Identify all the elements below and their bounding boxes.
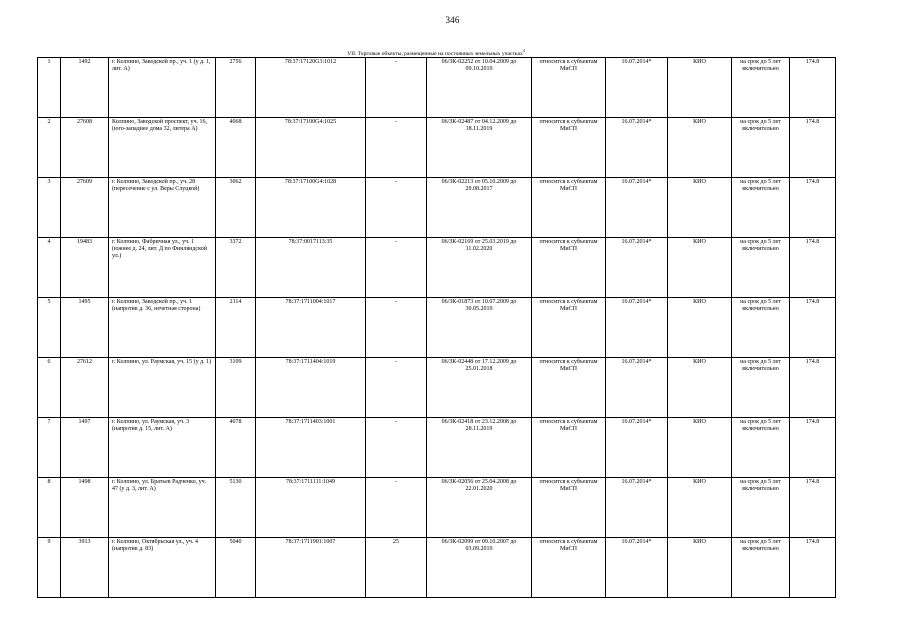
cell-cadastral-number: 78:37:1711111:1049 [256, 478, 366, 538]
cell-term: на срок до 5 лет включительно [732, 298, 790, 358]
caption-text: VII. Торговые объекты, размещенные на постоянных земельных участках [347, 50, 523, 57]
table-row [38, 358, 836, 418]
cell-contract: 06/ЗК-02252 от 10.04.2009 до 09.10.2019 [427, 58, 532, 118]
cell-status: относится к субъектам МиСП [532, 58, 606, 118]
table-row [38, 58, 836, 118]
cell-address: Колпино, Заводской проспект, уч. 16, (юго-западнее дома 32, литера А) [109, 118, 216, 178]
cell-address: г. Колпино, Заводской пр., уч. 28 (пересечение с ул. Веры Слуцкой) [109, 178, 216, 238]
cell-term: на срок до 5 лет включительно [732, 538, 790, 598]
page-number: 346 [445, 15, 460, 25]
cell-area: 2756 [216, 58, 256, 118]
cell-object-id: 19483 [61, 238, 109, 298]
cell-area: 4068 [216, 118, 256, 178]
cell-address: г. Колпино, ул. Раумская, уч. 15 (у д. 1) [109, 358, 216, 418]
cell-date: 16.07.2014* [606, 298, 668, 358]
cell-contract: 06/ЗК-02213 от 05.10.2009 до 29.08.2017 [427, 178, 532, 238]
cell-extra: - [366, 418, 427, 478]
cell-extra: - [366, 358, 427, 418]
cell-term: на срок до 5 лет включительно [732, 118, 790, 178]
cell-contract: 06/ЗК-02418 от 23.12.2008 до 28.11.2019 [427, 418, 532, 478]
cell-code: 174.8 [790, 478, 836, 538]
cell-extra: - [366, 478, 427, 538]
cell-contract: 06/ЗК-02169 от 25.03.2019 до 11.02.2020 [427, 238, 532, 298]
cell-object-id: 1498 [61, 478, 109, 538]
cell-cadastral-number: 78:37:1711403:1001 [256, 418, 366, 478]
cell-object-id: 27612 [61, 358, 109, 418]
cell-cadastral-number: 78:37:0017113:35 [256, 238, 366, 298]
cell-term: на срок до 5 лет включительно [732, 178, 790, 238]
cell-area: 5040 [216, 538, 256, 598]
table-row [38, 178, 836, 238]
cell-cadastral-number: 78:37:1711404:1019 [256, 358, 366, 418]
cell-term: на срок до 5 лет включительно [732, 358, 790, 418]
cell-area: 3109 [216, 358, 256, 418]
cell-code: 174.8 [790, 238, 836, 298]
cell-status: относится к субъектам МиСП [532, 238, 606, 298]
table-row [38, 238, 836, 298]
cell-organization: КИО [668, 298, 732, 358]
cell-status: относится к субъектам МиСП [532, 478, 606, 538]
cell-status: относится к субъектам МиСП [532, 538, 606, 598]
cell-code: 174.8 [790, 178, 836, 238]
cell-object-id: 3913 [61, 538, 109, 598]
cell-extra: 25 [366, 538, 427, 598]
cell-object-id: 1492 [61, 58, 109, 118]
cell-status: относится к субъектам МиСП [532, 418, 606, 478]
cell-area: 5130 [216, 478, 256, 538]
cell-contract: 06/ЗК-02056 от 25.04.2008 до 22.01.2020 [427, 478, 532, 538]
cell-row-number: 2 [38, 118, 61, 178]
cell-cadastral-number: 78:37:1711004:1017 [256, 298, 366, 358]
cell-area: 3062 [216, 178, 256, 238]
cell-status: относится к субъектам МиСП [532, 118, 606, 178]
table-row [38, 118, 836, 178]
cell-area: 2114 [216, 298, 256, 358]
cell-organization: КИО [668, 178, 732, 238]
cell-contract: 06/ЗК-02099 от 09.10.2007 до 03.09.2019 [427, 538, 532, 598]
cell-object-id: 1495 [61, 298, 109, 358]
table-row [38, 298, 836, 358]
cell-code: 174.8 [790, 58, 836, 118]
cell-organization: КИО [668, 418, 732, 478]
cell-address: г. Колпино, Заводской пр., уч. 1 (напротив д. 36, нечетная сторона) [109, 298, 216, 358]
cell-organization: КИО [668, 478, 732, 538]
cell-extra: - [366, 238, 427, 298]
cell-extra: - [366, 298, 427, 358]
cell-extra: - [366, 178, 427, 238]
cell-row-number: 4 [38, 238, 61, 298]
cell-date: 16.07.2014* [606, 238, 668, 298]
cell-area: 4078 [216, 418, 256, 478]
cell-organization: КИО [668, 538, 732, 598]
cell-code: 174.8 [790, 118, 836, 178]
cell-cadastral-number: 78:37:17100G4:1025 [256, 118, 366, 178]
cell-address: г. Колпино, Фабричная ул., уч. 1 (южнее д. 24, лит. Д по Финляндской ул.) [109, 238, 216, 298]
cell-row-number: 1 [38, 58, 61, 118]
cell-code: 174.8 [790, 358, 836, 418]
cell-row-number: 6 [38, 358, 61, 418]
cell-address: г. Колпино, Октябрьская ул., уч. 4 (напротив д. 83) [109, 538, 216, 598]
cell-row-number: 3 [38, 178, 61, 238]
cell-term: на срок до 5 лет включительно [732, 418, 790, 478]
cell-organization: КИО [668, 58, 732, 118]
cell-organization: КИО [668, 238, 732, 298]
cell-date: 16.07.2014* [606, 418, 668, 478]
cell-contract: 06/ЗК-02448 от 17.12.2009 до 25.01.2018 [427, 358, 532, 418]
cell-term: на срок до 5 лет включительно [732, 478, 790, 538]
cell-term: на срок до 5 лет включительно [732, 238, 790, 298]
cell-contract: 06/ЗК-01873 от 10.07.2009 до 30.05.2019 [427, 298, 532, 358]
cell-cadastral-number: 78:37:17120G3:1012 [256, 58, 366, 118]
cell-term: на срок до 5 лет включительно [732, 58, 790, 118]
cell-object-id: 27608 [61, 118, 109, 178]
cell-organization: КИО [668, 118, 732, 178]
cell-address: г. Колпино, ул. Братьев Радченко, уч. 47 (у д. 3, лит. А) [109, 478, 216, 538]
cell-organization: КИО [668, 358, 732, 418]
cell-date: 16.07.2014* [606, 58, 668, 118]
land-plots-table [37, 57, 836, 598]
cell-extra: - [366, 118, 427, 178]
cell-extra: - [366, 58, 427, 118]
cell-object-id: 27609 [61, 178, 109, 238]
cell-date: 16.07.2014* [606, 478, 668, 538]
cell-address: г. Колпино, ул. Раумская, уч. 3 (напротив д. 15, лит. А) [109, 418, 216, 478]
caption-footnote-mark: 4 [522, 48, 525, 53]
cell-status: относится к субъектам МиСП [532, 178, 606, 238]
cell-code: 174.8 [790, 418, 836, 478]
table-row [38, 478, 836, 538]
cell-row-number: 7 [38, 418, 61, 478]
cell-date: 16.07.2014* [606, 358, 668, 418]
cell-area: 3372 [216, 238, 256, 298]
cell-row-number: 9 [38, 538, 61, 598]
table-row [38, 538, 836, 598]
table-body [38, 58, 836, 598]
cell-cadastral-number: 78:37:17100G4:1028 [256, 178, 366, 238]
cell-row-number: 8 [38, 478, 61, 538]
cell-cadastral-number: 78:37:1711901:1007 [256, 538, 366, 598]
cell-row-number: 5 [38, 298, 61, 358]
cell-status: относится к субъектам МиСП [532, 358, 606, 418]
cell-date: 16.07.2014* [606, 118, 668, 178]
cell-code: 174.8 [790, 538, 836, 598]
cell-code: 174.8 [790, 298, 836, 358]
cell-contract: 06/ЗК-02487 от 04.12.2009 до 18.11.2019 [427, 118, 532, 178]
cell-object-id: 1497 [61, 418, 109, 478]
cell-date: 16.07.2014* [606, 538, 668, 598]
cell-date: 16.07.2014* [606, 178, 668, 238]
table-row [38, 418, 836, 478]
cell-address: г. Колпино, Заводской пр., уч. 1 (у д. 1, лит. А) [109, 58, 216, 118]
cell-status: относится к субъектам МиСП [532, 298, 606, 358]
